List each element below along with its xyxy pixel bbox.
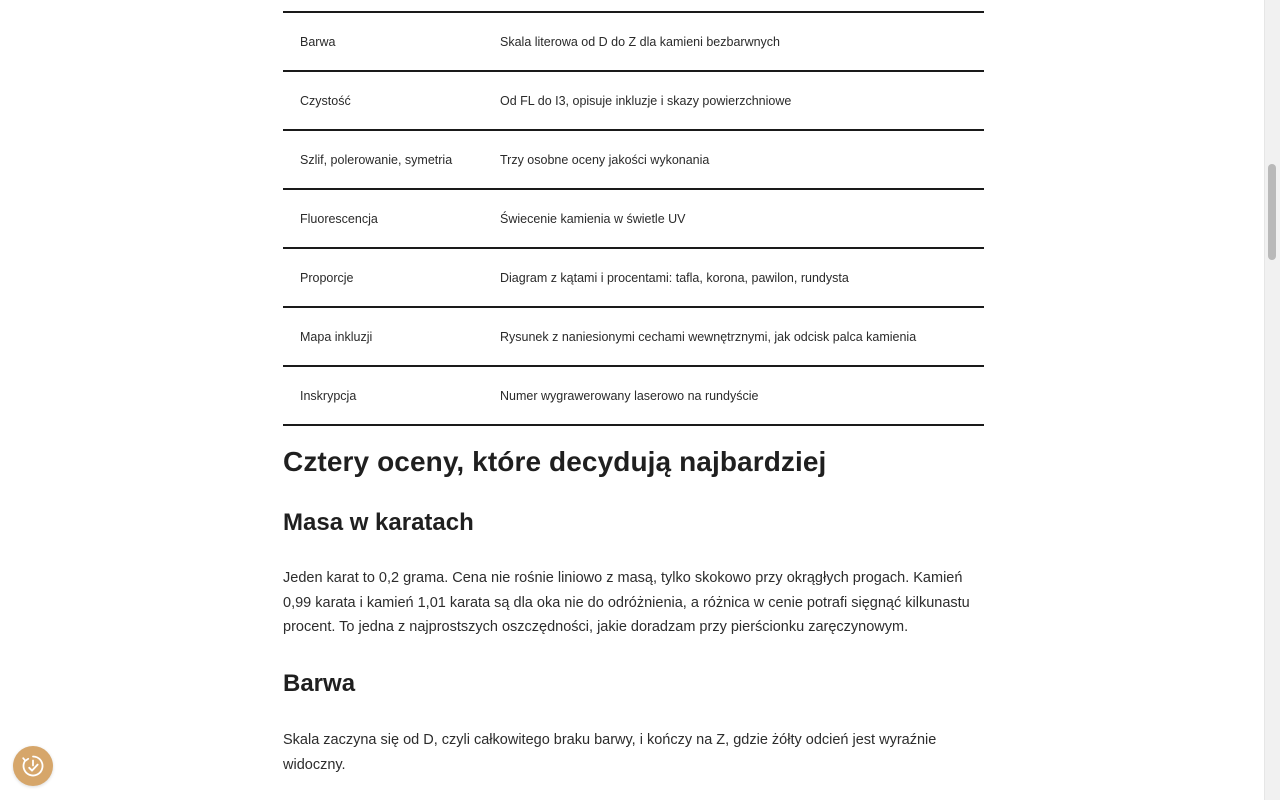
article-content — [283, 0, 984, 773]
spec-description-cell: Od FL do I3, opisuje inkluzje i skazy powierzchniowe — [500, 71, 984, 130]
section-title: Cztery oceny, które decydują najbardziej — [283, 446, 827, 477]
spec-name-cell: Szlif, polerowanie, symetria — [283, 130, 500, 189]
clock-check-icon — [20, 753, 46, 779]
table-row — [283, 71, 984, 130]
color-heading: Barwa — [283, 670, 356, 697]
mass-heading: Masa w karatach — [283, 509, 474, 536]
spec-name-cell: Barwa — [283, 12, 500, 71]
mass-paragraph: Jeden karat to 0,2 grama. Cena nie rośnie liniowo z masą, tylko skokowo przy okrągłych progach. Kamień 0,99 karata i kamień 1,01 karata są dla oka nie do odróżnienia, a różnica w cenie potrafi sięgnąć kilkunastu procent. To jedna z najprostszych oszczędności, jakie doradzam przy pierścionku zaręczynowym. — [283, 570, 970, 635]
spec-description-cell: Świecenie kamienia w świetle UV — [500, 189, 984, 248]
spec-name-cell: Proporcje — [283, 248, 500, 307]
scrollbar-thumb[interactable] — [1268, 164, 1276, 260]
spec-description-cell: Numer wygrawerowany laserowo na rundyście — [500, 366, 984, 425]
table-row — [283, 248, 984, 307]
table-row — [283, 307, 984, 366]
spec-description-cell: Diagram z kątami i procentami: tafla, korona, pawilon, rundysta — [500, 248, 984, 307]
spec-name-cell: Czystość — [283, 71, 500, 130]
table-row — [283, 12, 984, 71]
spec-name-cell: Mapa inkluzji — [283, 307, 500, 366]
spec-name-cell: Fluorescencja — [283, 189, 500, 248]
spec-description-cell: Rysunek z naniesionymi cechami wewnętrznymi, jak odcisk palca kamienia — [500, 307, 984, 366]
spec-description-cell: Trzy osobne oceny jakości wykonania — [500, 130, 984, 189]
page-scrollbar[interactable] — [1264, 0, 1280, 800]
table-row — [283, 189, 984, 248]
certificate-spec-table — [283, 11, 984, 426]
color-paragraph: Skala zaczyna się od D, czyli całkowitego braku barwy, i kończy na Z, gdzie żółty odcień jest wyraźnie widoczny. — [283, 732, 937, 773]
spec-description-cell: Skala literowa od D do Z dla kamieni bezbarwnych — [500, 12, 984, 71]
table-row — [283, 130, 984, 189]
spec-name-cell: Inskrypcja — [283, 366, 500, 425]
table-row — [283, 366, 984, 425]
floating-action-button[interactable] — [13, 746, 53, 786]
